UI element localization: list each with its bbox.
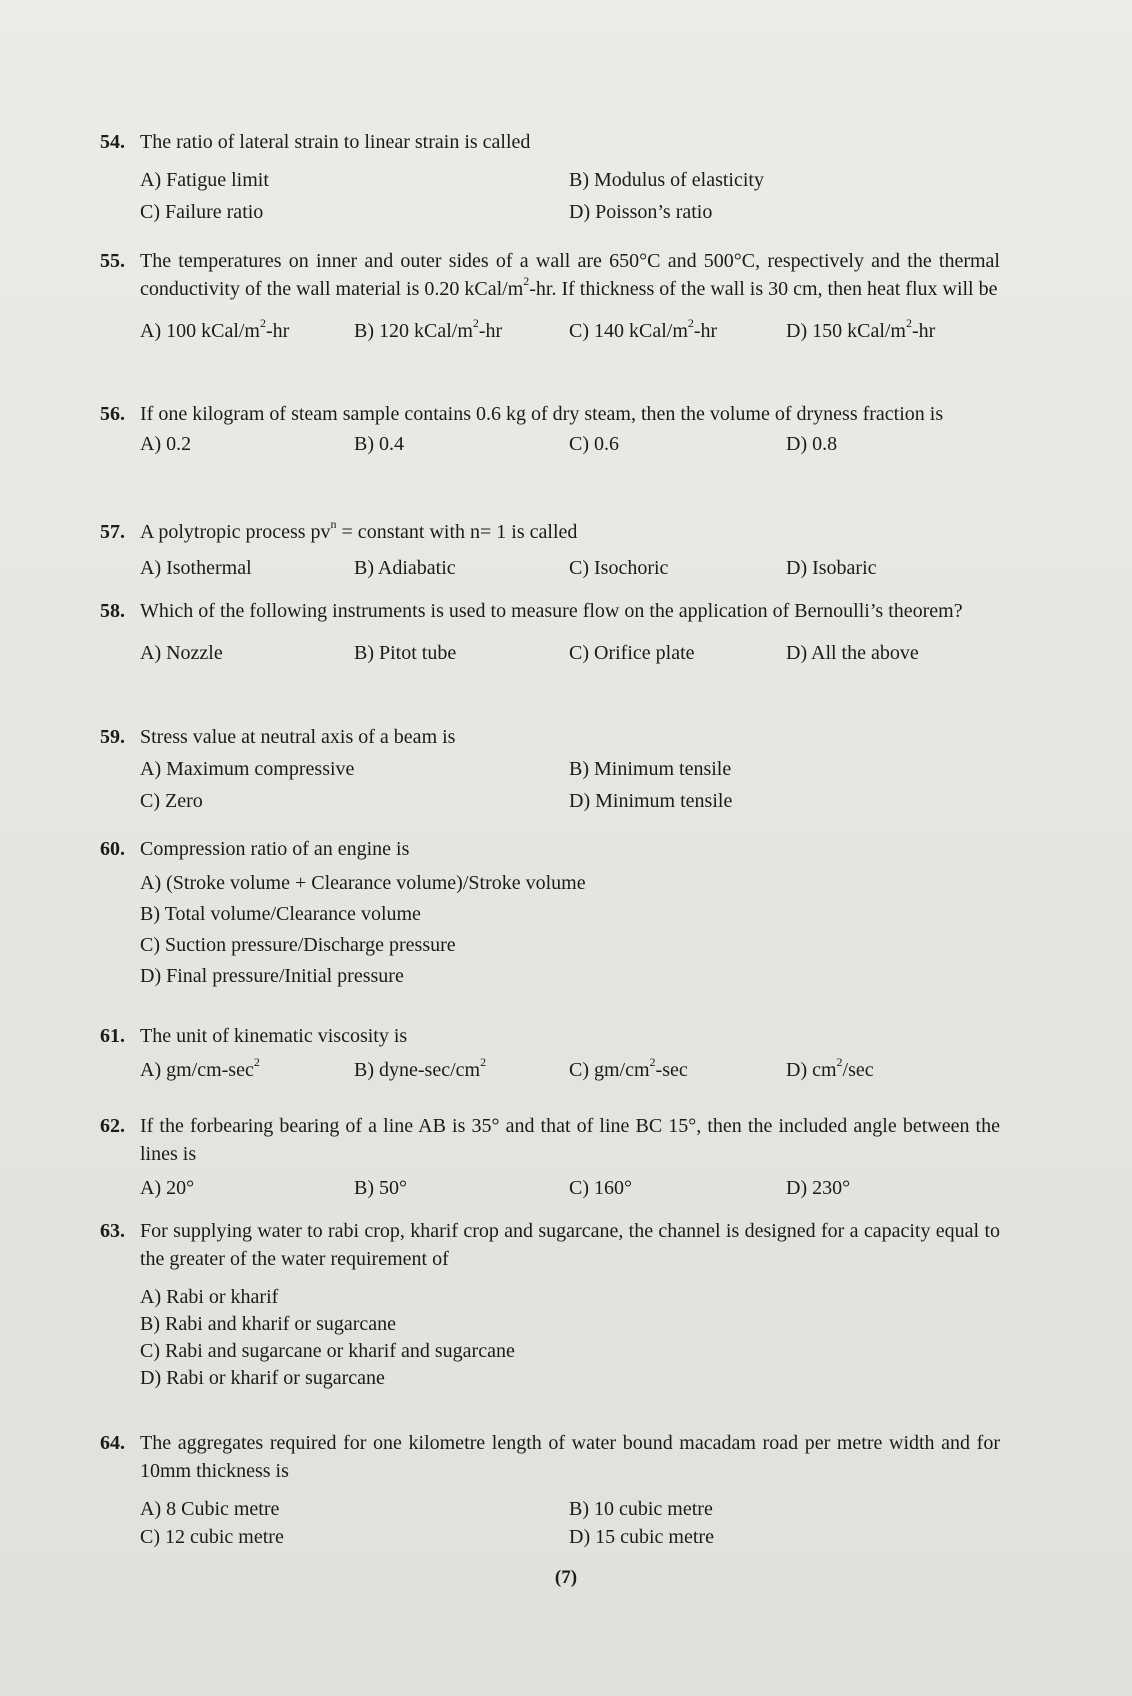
question-64	[100, 1429, 1000, 1551]
option-c: C) 12 cubic metre	[140, 1526, 284, 1548]
question-text: Compression ratio of an engine is	[140, 838, 410, 860]
option-d: D) Isobaric	[786, 557, 877, 579]
question-text: A polytropic process $pv^n$ = constant with n= 1 is called	[140, 517, 578, 543]
question-text: Which of the following instruments is used to measure flow on the application of Bernoulli’s theorem?	[140, 600, 963, 622]
option-a: A) Maximum compressive	[140, 758, 355, 780]
question-57	[100, 518, 1000, 586]
option-a: A) 0.2	[140, 433, 192, 455]
option-d: D) Rabi or kharif or sugarcane	[140, 1367, 385, 1389]
option-b: B) 50°	[354, 1177, 407, 1199]
option-a: A) 100 kCal/$m^2-hr$	[140, 316, 290, 342]
option-c: C) Failure ratio	[140, 201, 264, 223]
option-c: C) $gm/cm^2-\sec$	[569, 1055, 688, 1081]
question-62	[100, 1112, 1000, 1206]
question-text: The aggregates required for one kilometre length of water bound macadam road per metre width and for 10mm thickness is	[140, 1432, 1000, 1482]
question-text: If the forbearing bearing of a line AB is 35° and that of line BC 15°, then the included angle between the lines is	[140, 1115, 1000, 1165]
option-d: D) 150 kCal/$m^2-hr$	[786, 316, 936, 342]
option-a: A) Rabi or kharif	[140, 1286, 279, 1308]
question-text: Stress value at neutral axis of a beam is	[140, 726, 456, 748]
option-d: D) All the above	[786, 642, 919, 664]
option-c: C) 160°	[569, 1177, 632, 1199]
option-a: A) 8 Cubic metre	[140, 1498, 280, 1520]
question-63	[100, 1217, 1000, 1391]
option-d: D) Minimum tensile	[569, 790, 733, 812]
option-d: D) 0.8	[786, 433, 838, 455]
option-b: B) Adiabatic	[354, 557, 456, 579]
option-b: B) 120 kCal/$m^2-hr$	[354, 316, 503, 342]
question-55	[100, 247, 1000, 349]
option-a: A) Fatigue limit	[140, 169, 269, 191]
question-number: 56.	[100, 403, 125, 425]
option-d: D) Poisson’s ratio	[569, 201, 713, 223]
question-number: 62.	[100, 1115, 125, 1137]
question-text: The ratio of lateral strain to linear strain is called	[140, 131, 531, 153]
question-59	[100, 723, 1000, 819]
question-number: 61.	[100, 1025, 125, 1047]
option-c: C) Isochoric	[569, 557, 669, 579]
option-b: B) Modulus of elasticity	[569, 169, 764, 191]
option-a: A) Nozzle	[140, 642, 223, 664]
option-a: A) 20°	[140, 1177, 195, 1199]
question-number: 55.	[100, 250, 125, 272]
question-number: 54.	[100, 131, 125, 153]
question-61	[100, 1022, 1000, 1088]
question-number: 58.	[100, 600, 125, 622]
question-60	[100, 835, 1000, 993]
option-c: C) Suction pressure/Discharge pressure	[140, 934, 456, 956]
option-a: A) Isothermal	[140, 557, 252, 579]
option-b: B) Pitot tube	[354, 642, 457, 664]
question-number: 64.	[100, 1432, 125, 1454]
option-d: D) 230°	[786, 1177, 851, 1199]
option-a: A) (Stroke volume + Clearance volume)/Stroke volume	[140, 872, 586, 894]
option-d: D) $cm^2/\sec$	[786, 1055, 874, 1081]
option-c: C) Orifice plate	[569, 642, 695, 664]
question-number: 63.	[100, 1220, 125, 1242]
question-54	[100, 128, 1000, 230]
option-b: B) dyne-$\sec/cm^2$	[354, 1055, 487, 1081]
option-a: A) $gm/cm-\sec^2$	[140, 1055, 260, 1081]
question-text: If one kilogram of steam sample contains 0.6 kg of dry steam, then the volume of dryness fraction is	[140, 403, 944, 425]
question-text: The temperatures on inner and outer sides of a wall are 650°C and 500°C, respectively and the thermal conductivity of the wall material is 0.20 kCal/$m^2-hr$. If thickness of the wall is 30 cm, then heat flux will be	[140, 250, 1000, 300]
question-number: 59.	[100, 726, 125, 748]
option-c: C) 0.6	[569, 433, 619, 455]
question-number: 57.	[100, 521, 125, 543]
option-b: B) Rabi and kharif or sugarcane	[140, 1313, 397, 1335]
option-d: D) 15 cubic metre	[569, 1526, 714, 1548]
option-d: D) Final pressure/Initial pressure	[140, 965, 404, 987]
question-56	[100, 400, 1000, 462]
option-b: B) 10 cubic metre	[569, 1498, 713, 1520]
option-b: B) 0.4	[354, 433, 404, 455]
option-c: C) Zero	[140, 790, 203, 812]
question-text: The unit of kinematic viscosity is	[140, 1025, 408, 1047]
option-b: B) Minimum tensile	[569, 758, 732, 780]
page-number: (7)	[554, 1567, 578, 1588]
option-b: B) Total volume/Clearance volume	[140, 903, 421, 925]
question-number: 60.	[100, 838, 125, 860]
question-text: For supplying water to rabi crop, kharif crop and sugarcane, the channel is designed for a capacity equal to the greater of the water requirement of	[140, 1220, 1000, 1270]
option-c: C) Rabi and sugarcane or kharif and sugarcane	[140, 1340, 515, 1362]
question-58	[100, 597, 1000, 671]
option-c: C) 140 kCal/$m^2-hr$	[569, 316, 718, 342]
